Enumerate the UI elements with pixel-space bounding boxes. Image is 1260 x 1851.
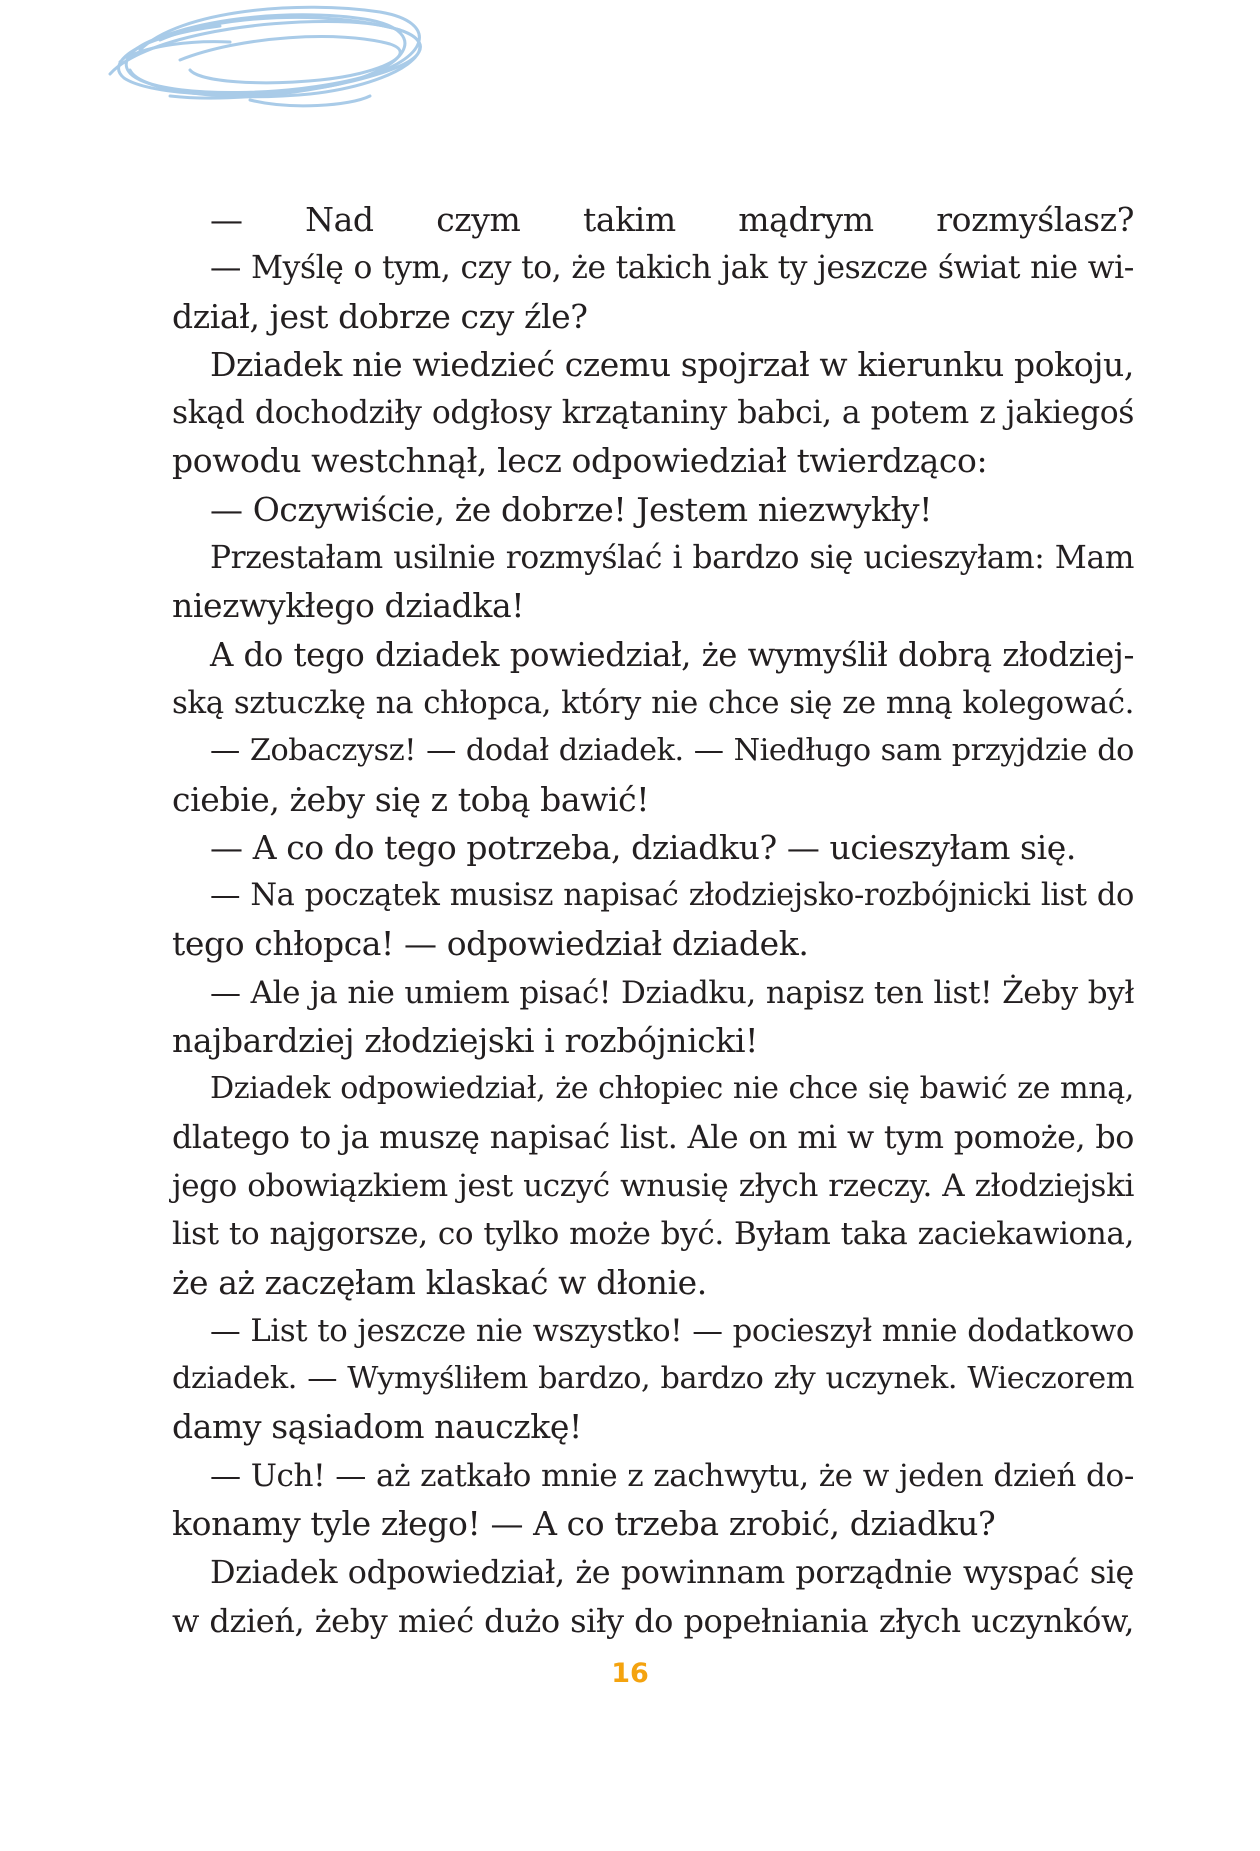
text-line: najbardziej złodziejski i rozbójnicki! [172, 1021, 759, 1061]
book-text [172, 196, 1134, 1645]
text-line: konamy tyle złego! — A co trzeba zrobić, dziadku? [172, 1504, 996, 1544]
text-line: w dzień, żeby mieć dużo siły do popełniania złych uczynków, [172, 1601, 1134, 1640]
text-line: — Zobaczysz! — dodał dziadek. — Niedługo sam przyjdzie do [210, 733, 1134, 769]
text-line: — Uch! — aż zatkało mnie z zachwytu, że w jeden dzień do- [210, 1457, 1134, 1494]
text-line: niezwykłego dziadka! [172, 586, 525, 626]
text-line: damy sąsiadom nauczkę! [172, 1407, 582, 1447]
text-line: — Ale ja nie umiem pisać! Dziadku, napisz ten list! Żeby był [210, 974, 1134, 1011]
text-line: — List to jeszcze nie wszystko! — pocieszył mnie dodatkowo [210, 1312, 1134, 1349]
text-line: tego chłopca! — odpowiedział dziadek. [172, 924, 809, 964]
text-line: ciebie, żeby się z tobą bawić! [172, 779, 650, 819]
text-line: Przestałam usilnie rozmyślać i bardzo się ucieszyłam: Mam [210, 540, 1134, 577]
blue-scribble-decoration [100, 0, 460, 120]
text-line: — Myślę o tym, czy to, że takich jak ty jeszcze świat nie wi- [210, 250, 1134, 287]
text-line: dlatego to ja muszę napisać list. Ale on mi w tym pomoże, bo [172, 1119, 1134, 1156]
text-line: powodu westchnął, lecz odpowiedział twierdząco: [172, 441, 988, 481]
page-number: 16 [611, 1658, 649, 1689]
text-line: Dziadek odpowiedział, że chłopiec nie chce się bawić ze mną, [210, 1071, 1134, 1107]
text-line: list to najgorsze, co tylko może być. Byłam taka zaciekawiona, [172, 1216, 1134, 1253]
text-line: Dziadek nie wiedzieć czemu spojrzał w kierunku pokoju, [210, 344, 1134, 384]
text-line: jego obowiązkiem jest uczyć wnusię złych rzeczy. A złodziejski [172, 1167, 1134, 1204]
text-line: dział, jest dobrze czy źle? [172, 296, 588, 336]
text-line: ską sztuczkę na chłopca, który nie chce się ze mną kolegować. [172, 684, 1134, 721]
text-line: że aż zaczęłam klaskać w dłonie. [172, 1262, 707, 1302]
text-line: — Nad czym takim mądrym rozmyślasz? [210, 200, 1134, 239]
text-line: — A co do tego potrzeba, dziadku? — ucieszyłam się. [210, 827, 1076, 867]
text-line: skąd dochodziły odgłosy krzątaniny babci, a potem z jakiegoś [172, 395, 1134, 432]
text-line: — Oczywiście, że dobrze! Jestem niezwykły! [210, 489, 932, 529]
text-line: A do tego dziadek powiedział, że wymyślił dobrą złodziej- [210, 635, 1134, 674]
text-line: — Na początek musisz napisać złodziejsko-rozbójnicki list do [210, 878, 1134, 914]
text-line: Dziadek odpowiedział, że powinnam porządnie wyspać się [210, 1553, 1134, 1592]
text-line: dziadek. — Wymyśliłem bardzo, bardzo zły uczynek. Wieczorem [172, 1361, 1134, 1397]
